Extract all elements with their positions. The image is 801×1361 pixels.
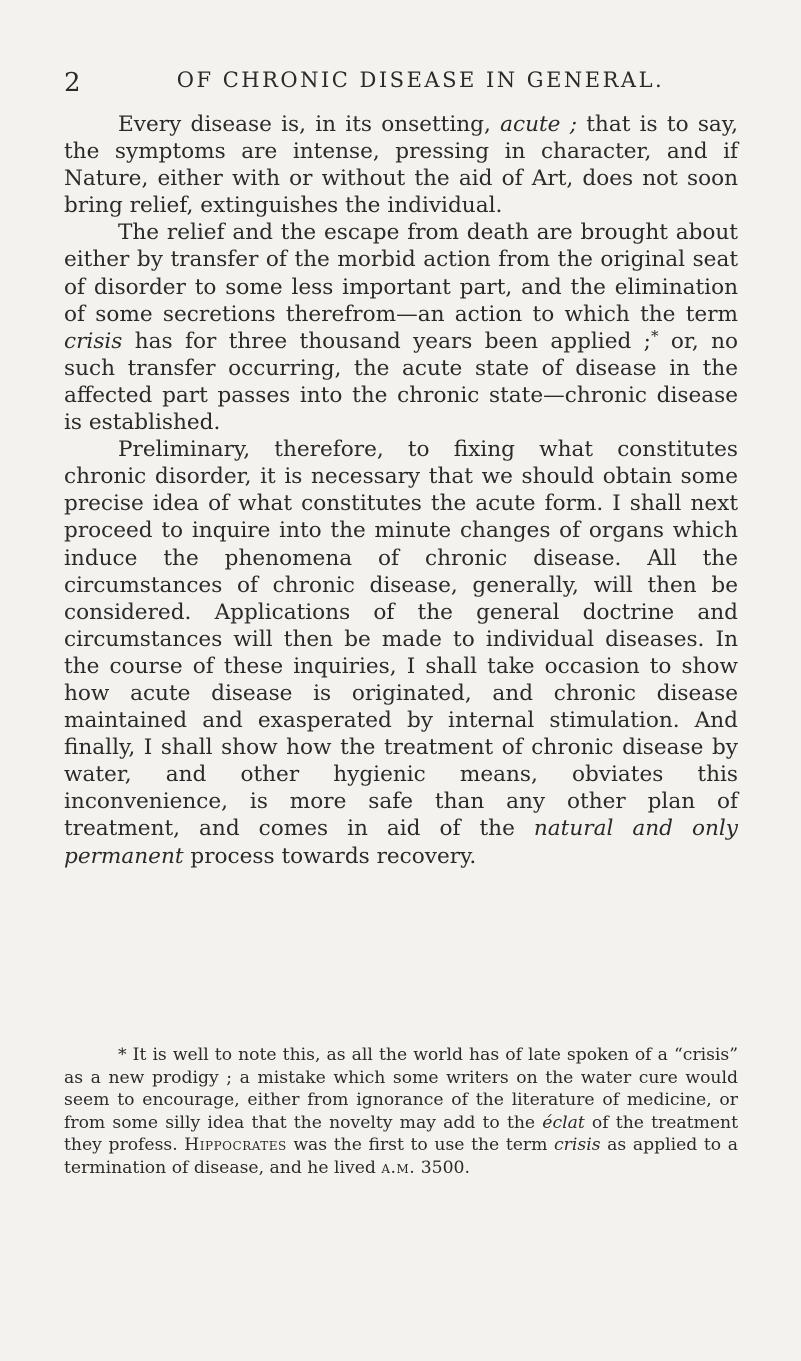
italic-crisis: crisis — [64, 328, 123, 354]
footnote-reference: * — [650, 326, 659, 345]
text-run: 3500. — [415, 1157, 470, 1178]
footnote-mark: * — [118, 1045, 127, 1065]
text-run: or, no such transfer occurring, the acute state of disease in the affected part passes into the chronic state—chronic disease is established. — [64, 328, 738, 436]
text-run: The relief and the escape from death are brought about either by transfer of the morbid action from the original seat of disorder to some less important part, and the elimination of some secretions therefrom—an action to which the term — [64, 220, 738, 327]
text-run: It is well to note this, as all the world has of late spoken of a “crisis” as a new prodigy ; a mistake which some writers on the water cure would seem to encourage, either from ignorance of the literature of medicine, or from some silly idea that the novelty may add to the — [64, 1045, 738, 1133]
text-run: as applied to a termination of disease, and he lived — [64, 1135, 738, 1178]
footnote — [64, 1044, 738, 1179]
text-run: Preliminary, therefore, to fixing what constitutes chronic disorder, it is necessary that we should obtain some precise idea of what constitutes the acute form. I shall next proceed to inquire into the minute changes of organs which induce the phenomena of chronic disease. All the circumstances of chronic disease, generally, will then be considered. Applications of the general doctrine and circumstances will then be made to individual diseases. In the course of these inquiries, I shall take occasion to show how acute disease is originated, and chronic disease maintained and exasperated by internal stimulation. And finally, I shall show how the treatment of chronic disease by water, and other hygienic means, obviates this inconvenience, is more safe than any other plan of treatment, and comes in aid of the — [64, 437, 738, 842]
text-run: that is to say, the symptoms are intense, pressing in character, and if Nature, either with or without the aid of Art, does not soon bring relief, extinguishes the individual. — [64, 112, 738, 219]
italic-natural-permanent: natural and only permanent — [64, 816, 738, 869]
italic-acute: acute ; — [500, 112, 577, 137]
text-run: of the treatment they profess. — [64, 1112, 738, 1155]
era-abbrev: a.m. — [381, 1157, 416, 1178]
text-run: process towards recovery. — [183, 843, 477, 869]
running-head — [64, 68, 737, 98]
paragraph-1 — [64, 111, 738, 219]
paragraph-3 — [64, 436, 738, 870]
footnote-paragraph — [64, 1044, 738, 1179]
body-text — [64, 111, 738, 870]
italic-eclat: éclat — [542, 1112, 585, 1133]
running-title: OF CHRONIC DISEASE IN GENERAL. — [176, 68, 665, 92]
italic-crisis: crisis — [554, 1135, 601, 1155]
page-number: 2 — [64, 68, 82, 98]
text-run: was the first to use the term — [286, 1135, 555, 1155]
text-run: has for three thousand years been applied ; — [122, 328, 651, 354]
paragraph-2 — [64, 219, 738, 436]
name-hippocrates: Hippocrates — [184, 1135, 287, 1155]
text-run: Every disease is, in its onsetting, — [118, 112, 501, 137]
